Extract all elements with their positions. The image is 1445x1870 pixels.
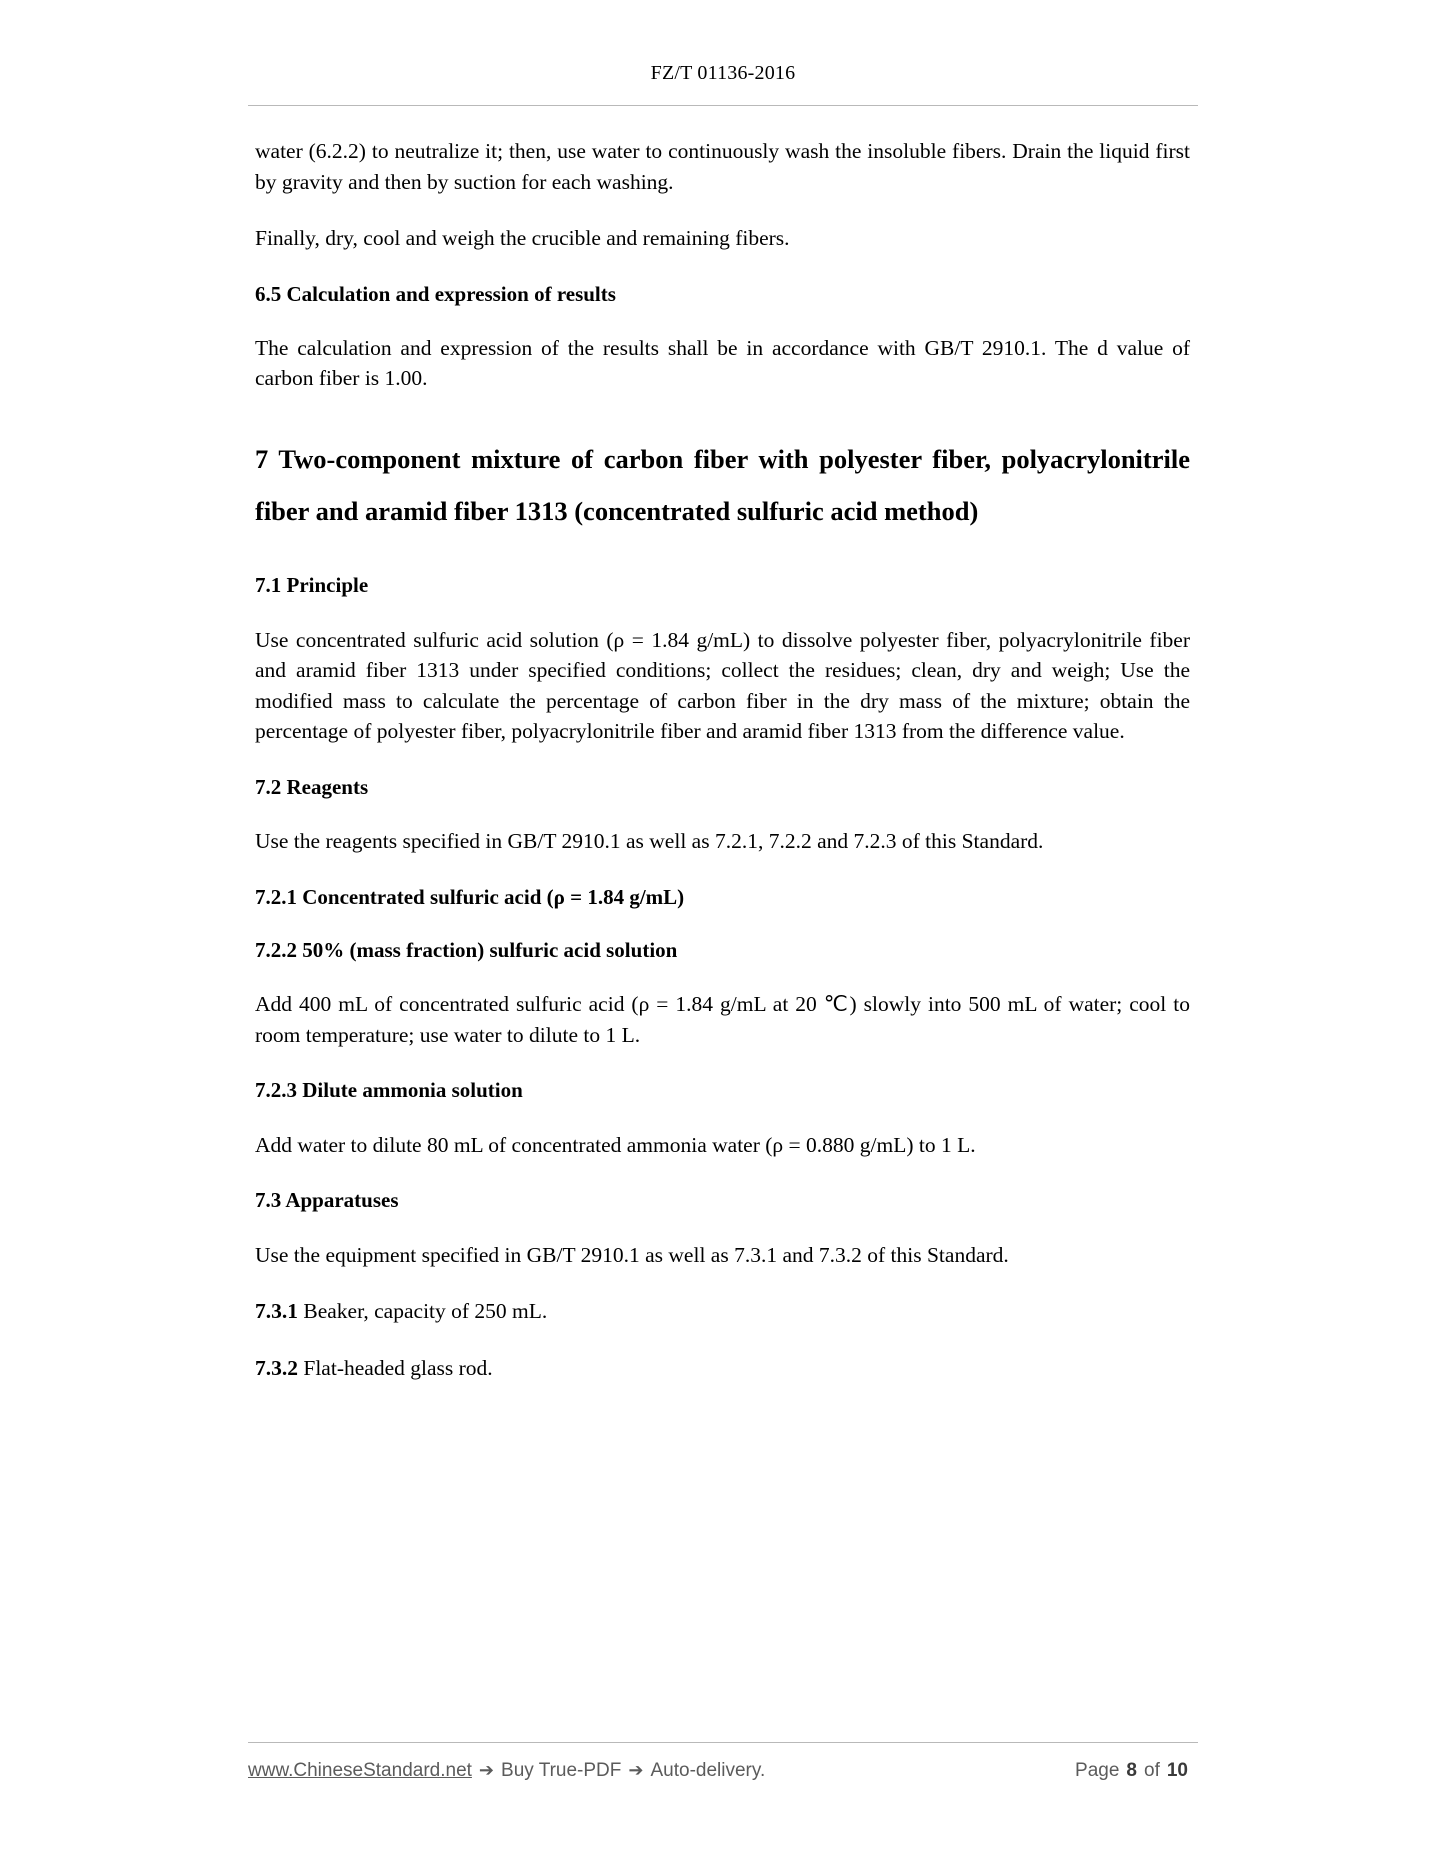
- footer-delivery-label: Auto-delivery.: [650, 1760, 766, 1781]
- paragraph-ammonia-preparation: Add water to dilute 80 mL of concentrated ammonia water (ρ = 0.880 g/mL) to 1 L.: [255, 1132, 976, 1157]
- footer-of-label: of: [1144, 1760, 1160, 1781]
- paragraph-wash-procedure: water (6.2.2) to neutralize it; then, use water to continuously wash the insoluble fibers. Drain the liquid first by gravity and then by suction for each washing.: [255, 139, 1190, 194]
- heading-7-3: 7.3 Apparatuses: [255, 1188, 399, 1213]
- header-divider: [248, 105, 1198, 106]
- heading-7: 7 Two-component mixture of carbon fiber with polyester fiber, polyacrylonitrile fiber and aramid fiber 1313 (concentrated sulfuric acid method): [255, 443, 1190, 526]
- footer-page-indicator: [1075, 1760, 1198, 1782]
- header-standard-code: FZ/T 01136-2016: [650, 62, 796, 84]
- arrow-right-icon-2: ➔: [628, 1760, 644, 1780]
- footer-left-group: [248, 1760, 765, 1782]
- heading-7-1: 7.1 Principle: [255, 573, 369, 598]
- paragraph-principle: Use concentrated sulfuric acid solution (ρ = 1.84 g/mL) to dissolve polyester fiber, polyacrylonitrile fiber and aramid fiber 1313 under specified conditions; collect the residues; clean, dry and weigh; Use the modified mass to calculate the percentage of carbon fiber in the dry mass of the mixture; obtain the percentage of polyester fiber, polyacrylonitrile fiber and aramid fiber 1313 from the difference value.: [255, 627, 1190, 744]
- paragraph-apparatuses: Use the equipment specified in GB/T 2910.1 as well as 7.3.1 and 7.3.2 of this Standard.: [255, 1242, 1009, 1267]
- heading-6-5: 6.5 Calculation and expression of results: [255, 281, 616, 306]
- heading-7-2-3: 7.2.3 Dilute ammonia solution: [255, 1078, 523, 1103]
- paragraph-dry-cool-weigh: Finally, dry, cool and weigh the crucible and remaining fibers.: [255, 226, 790, 251]
- item-7-3-1-number: 7.3.1: [255, 1299, 298, 1324]
- item-7-3-1-text: Beaker, capacity of 250 mL.: [303, 1299, 548, 1324]
- footer-divider: [248, 1742, 1198, 1743]
- heading-7-2-2: 7.2.2 50% (mass fraction) sulfuric acid solution: [255, 938, 678, 963]
- page-footer: [248, 1760, 1198, 1782]
- footer-page-label: Page: [1075, 1760, 1120, 1781]
- footer-page-number: 8: [1126, 1760, 1137, 1781]
- page-header: [248, 62, 1198, 85]
- item-7-3-2-number: 7.3.2: [255, 1355, 298, 1380]
- heading-7-2: 7.2 Reagents: [255, 774, 369, 799]
- paragraph-sulfuric-acid-preparation: Add 400 mL of concentrated sulfuric acid (ρ = 1.84 g/mL at 20 ℃) slowly into 500 mL of water; cool to room temperature; use water to dilute to 1 L.: [255, 992, 1190, 1047]
- paragraph-reagents: Use the reagents specified in GB/T 2910.1 as well as 7.2.1, 7.2.2 and 7.2.3 of this Standard.: [255, 829, 1044, 854]
- item-7-3-2-text: Flat-headed glass rod.: [303, 1355, 493, 1380]
- paragraph-calculation-reference: The calculation and expression of the results shall be in accordance with GB/T 2910.1. The d value of carbon fiber is 1.00.: [255, 335, 1190, 391]
- item-7-3-1: [255, 1296, 1190, 1327]
- footer-buy-label[interactable]: Buy True-PDF: [501, 1760, 622, 1781]
- page-content: [255, 136, 1190, 1409]
- footer-site-link[interactable]: www.ChineseStandard.net: [248, 1760, 472, 1781]
- footer-page-total: 10: [1166, 1760, 1188, 1781]
- item-7-3-2: [255, 1353, 1190, 1384]
- arrow-right-icon: ➔: [478, 1760, 495, 1780]
- heading-7-2-1: 7.2.1 Concentrated sulfuric acid (ρ = 1.84 g/mL): [255, 884, 685, 909]
